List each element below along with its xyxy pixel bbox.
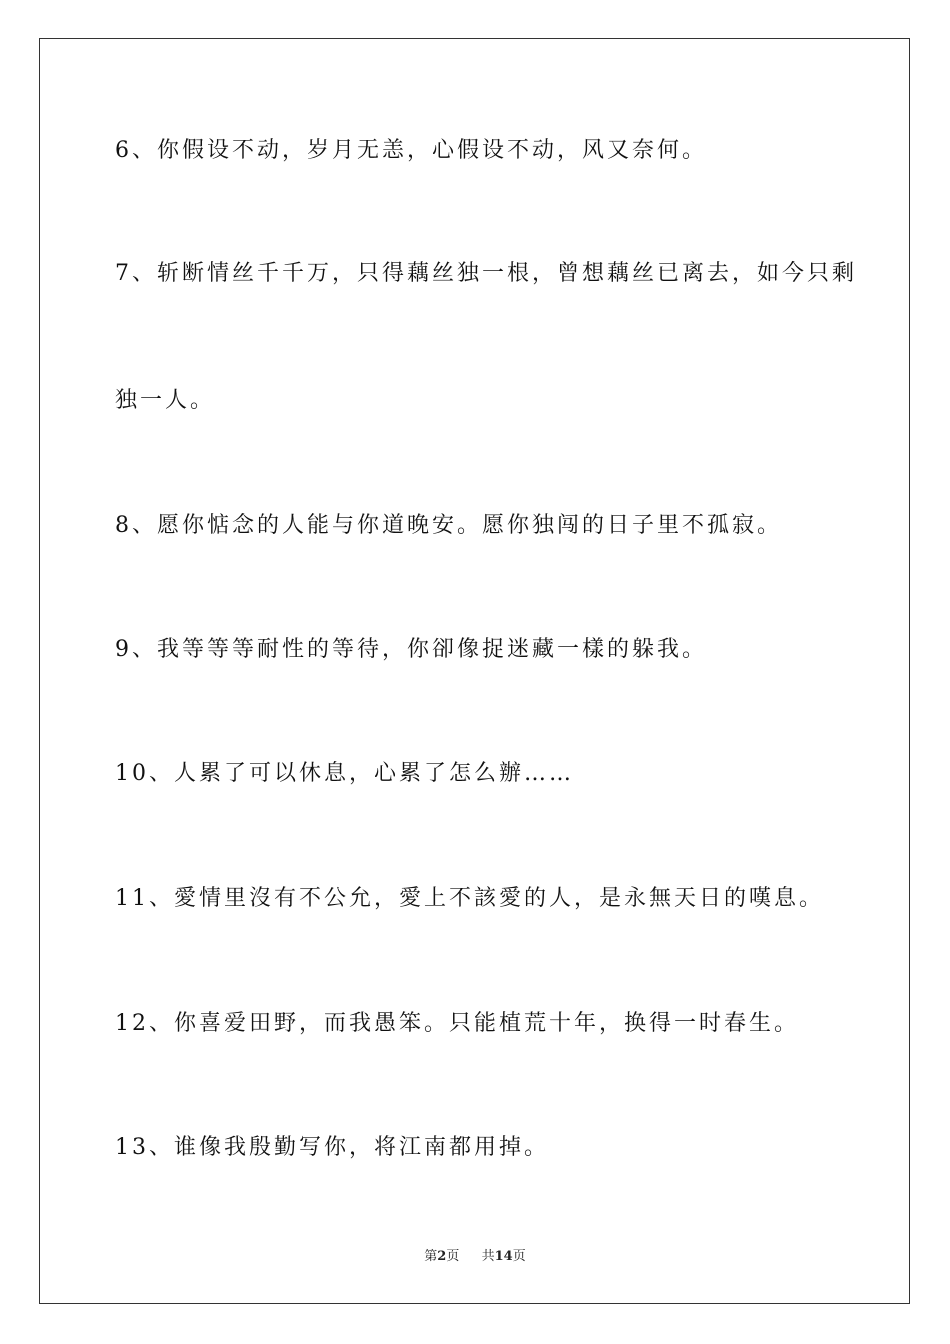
text-line-10: 10、人累了可以休息，心累了怎么辦…… [115,761,574,786]
page-number-label: 第2页 [424,1249,460,1264]
total-page-count: 14 [494,1249,513,1264]
text-line-9: 9、我等等等耐性的等待，你卻像捉迷藏一樣的躲我。 [115,637,707,662]
page-frame [39,38,910,1304]
current-page-number: 2 [437,1249,447,1264]
page-footer [0,1247,950,1267]
text-line-13: 13、谁像我殷勤写你，将江南都用掉。 [115,1135,549,1160]
text-line-12: 12、你喜爱田野，而我愚笨。只能植荒十年，换得一时春生。 [115,1011,799,1036]
text-line-7-continued: 独一人。 [115,388,216,413]
text-line-6: 6、你假设不动，岁月无恙，心假设不动，风又奈何。 [115,138,707,163]
text-line-8: 8、愿你惦念的人能与你道晚安。愿你独闯的日子里不孤寂。 [115,513,782,538]
total-pages-label: 共14页 [481,1249,526,1264]
text-line-7: 7、斩断情丝千千万，只得藕丝独一根，曾想藕丝已离去，如今只剩 [115,261,857,286]
text-line-11: 11、愛情里沒有不公允，愛上不該愛的人，是永無天日的嘆息。 [115,886,824,911]
